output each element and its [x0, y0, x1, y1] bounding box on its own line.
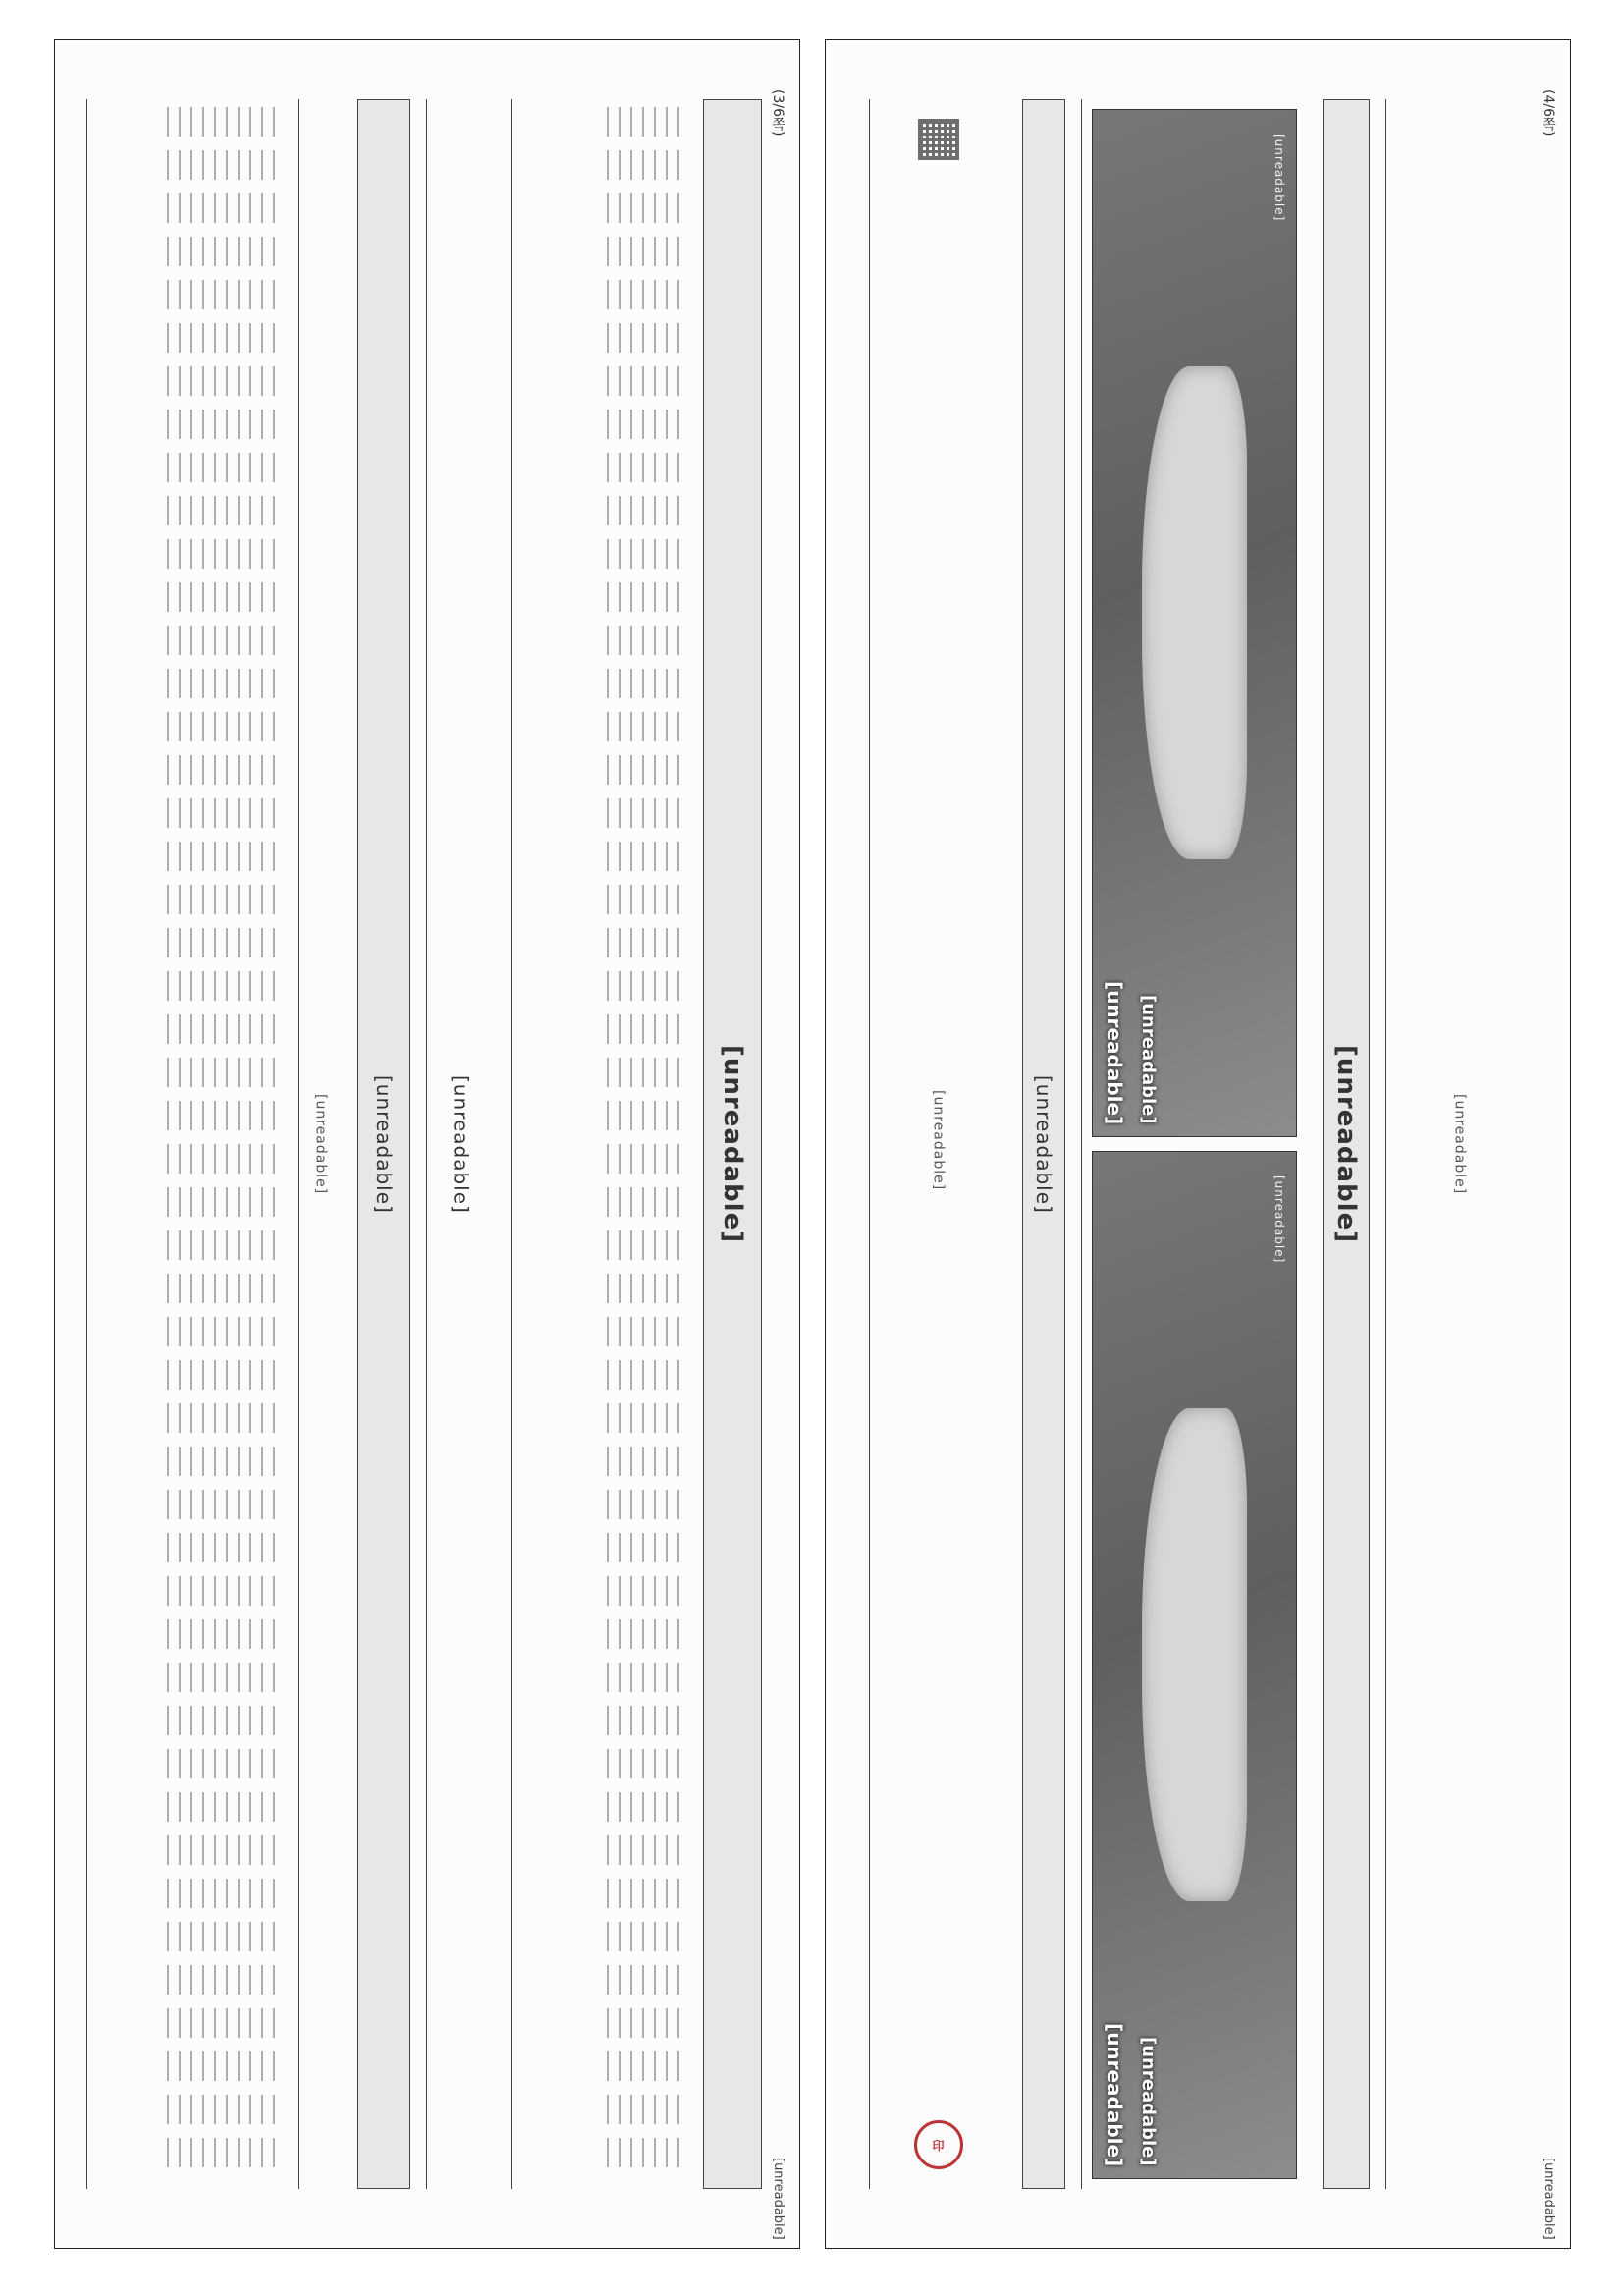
notice-heading-text: [unreadable] — [312, 1093, 329, 1195]
photo-wrap — [1092, 109, 1297, 2179]
fee-banner — [357, 99, 410, 2189]
photo-date: [unreadable] — [1103, 980, 1126, 1124]
photo-date: [unreadable] — [1103, 2022, 1126, 2166]
seal-icon: 印 — [914, 2120, 963, 2169]
signature-heading — [1022, 99, 1065, 2189]
photo-brand: [unreadable] — [1272, 1175, 1286, 1264]
qr-code-icon — [918, 119, 959, 160]
photo-time: [unreadable] — [1138, 2037, 1159, 2166]
front-photo — [1092, 109, 1297, 1137]
right-page-content — [845, 99, 1533, 2189]
rear-photo — [1092, 1151, 1297, 2179]
left-page-content — [75, 99, 762, 2189]
checklist-table — [511, 99, 687, 2189]
notice-body — [86, 99, 283, 2189]
checklist-lines — [519, 107, 679, 2181]
special-notes-text: [unreadable] — [1451, 1093, 1468, 1195]
notice-lines — [95, 107, 275, 2181]
left-page — [54, 39, 800, 2249]
photo-heading — [1323, 99, 1370, 2189]
left-title-text: [unreadable] — [718, 1044, 747, 1244]
photo-block — [1081, 99, 1307, 2189]
photo-heading-text: [unreadable] — [1331, 1044, 1361, 1244]
signature-block — [869, 99, 1006, 2189]
car-shape — [1142, 366, 1248, 859]
page-number: (3/6쪽) — [770, 89, 785, 137]
right-page — [825, 39, 1571, 2249]
inspection-summary — [426, 99, 495, 2189]
fee-banner-text: [unreadable] — [372, 1074, 396, 1214]
notice-heading — [298, 99, 342, 2189]
special-notes — [1385, 99, 1533, 2189]
signature-text: [unreadable] — [930, 1089, 947, 1191]
photo-time: [unreadable] — [1138, 995, 1159, 1124]
left-footer: [unreadable] — [771, 2158, 785, 2240]
photo-brand: [unreadable] — [1272, 134, 1286, 222]
inspection-summary-text: [unreadable] — [449, 1074, 473, 1214]
signature-heading-text: [unreadable] — [1032, 1074, 1056, 1214]
car-shape — [1142, 1408, 1248, 1901]
left-title — [703, 99, 762, 2189]
right-footer: [unreadable] — [1542, 2158, 1556, 2240]
page-number: (4/6쪽) — [1541, 89, 1556, 137]
